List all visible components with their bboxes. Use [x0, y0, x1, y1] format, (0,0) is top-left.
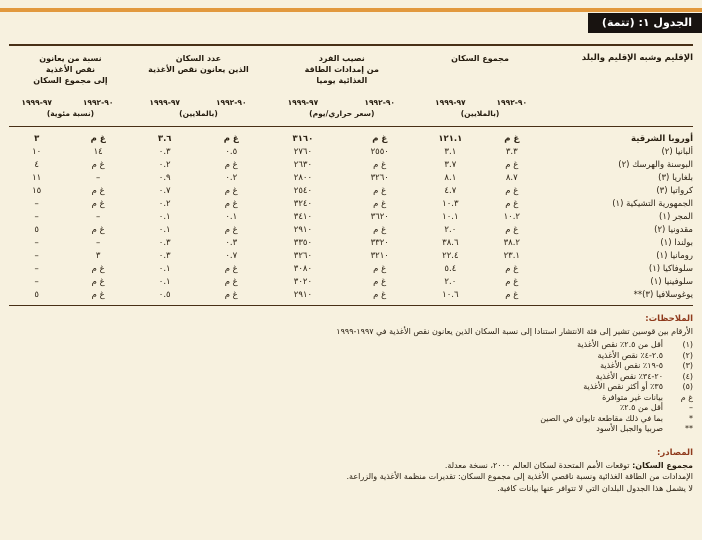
unit-header-millions: (بالملايين): [419, 109, 542, 127]
note-marker: (٥): [682, 382, 693, 391]
country-name: سلوفينيا (١): [650, 277, 693, 287]
cell-value: ٣٢٦٠: [293, 251, 313, 261]
cell-value: ٠.٩: [158, 173, 171, 183]
cell-value: غ م: [223, 134, 239, 144]
note-text: ٢.٥-٤٪ نقص الأغذية: [597, 350, 663, 360]
source-line: [9, 471, 693, 483]
cell-value: غ م: [224, 225, 238, 235]
year-header: ٩٧-١٩٩٩: [435, 98, 466, 107]
note-item: [9, 382, 693, 393]
country-name: يوغوسلافيا (٣)**: [633, 290, 693, 300]
year-header: ٩٠-١٩٩٢: [82, 98, 114, 107]
cell-value: ٣: [95, 251, 101, 261]
cell-value: ٠.٧: [158, 186, 171, 196]
note-marker: **: [685, 424, 693, 433]
note-item: [9, 424, 693, 435]
cell-value: غ م: [373, 264, 387, 274]
cell-value: ٢.٠: [444, 277, 457, 287]
group-header-row: [9, 45, 693, 95]
cell-value: غ م: [373, 225, 387, 235]
cell-value: ٢٧٦٠: [293, 147, 313, 157]
cell-value: ٠.١: [158, 225, 171, 235]
cell-value: غ م: [373, 199, 387, 209]
country-name: بولندا (١): [660, 238, 693, 248]
cell-value: ٠.٧: [225, 251, 238, 261]
cell-value: ١٢١.١: [438, 134, 463, 144]
cell-value: ٣: [34, 134, 40, 144]
cell-value: غ م: [505, 160, 519, 170]
cell-value: ٤.٧: [444, 186, 457, 196]
source-text: توقعات الأمم المتحدة لسكان العالم ٢٠٠٠، نسخة معدلة.: [444, 460, 633, 470]
note-text: أقل من ٢.٥٪: [619, 403, 663, 412]
cell-value: –: [96, 212, 101, 222]
cell-value: غ م: [372, 134, 388, 144]
cell-value: ٠.١: [158, 277, 171, 287]
table-row: [9, 185, 693, 198]
cell-value: ٤: [34, 160, 39, 170]
cell-value: ٣.٧: [444, 160, 457, 170]
cell-value: –: [34, 264, 39, 274]
note-marker: غ م: [680, 392, 693, 402]
notes-title: الملاحظات:: [645, 314, 693, 324]
table-row: [9, 211, 693, 224]
cell-value: ١٠.٣: [442, 199, 459, 209]
cell-value: –: [34, 277, 39, 287]
year-header: ٩٧-١٩٩٩: [149, 98, 180, 107]
cell-value: –: [96, 238, 101, 248]
note-item: [9, 340, 693, 351]
cell-value: ٠.٣: [158, 238, 171, 248]
year-header: ٩٧-١٩٩٩: [21, 98, 52, 107]
table-row: [9, 276, 693, 289]
note-item: [9, 372, 693, 383]
cell-value: غ م: [224, 199, 238, 209]
cell-value: ٣٨.٢: [503, 238, 520, 248]
note-marker: (٤): [682, 371, 693, 381]
cell-value: ٥: [34, 290, 39, 300]
cell-value: ١٠: [32, 147, 42, 157]
notes-intro: الأرقام بين قوسين تشير إلى فئة الانتشار استنادا إلى نسبة السكان الذين يعانون نقص الأغذية في ١٩٩٧-١٩٩٩: [336, 327, 693, 336]
notes-list: [9, 340, 693, 435]
cell-value: ٢٢.٤: [442, 251, 459, 261]
unit-header-kcal-per-day: (سعر حراري/يوم): [265, 109, 419, 127]
column-header-country: الإقليم وشبه الإقليم والبلد: [541, 45, 693, 127]
cell-value: ٠.١: [158, 212, 171, 222]
cell-value: ٣.١: [444, 147, 457, 157]
country-name: كرواتيا (٣): [656, 186, 693, 196]
country-name: بلغاريا (٣): [658, 173, 693, 183]
country-name: مقدونيا (٢): [654, 225, 693, 235]
cell-value: غ م: [91, 290, 105, 300]
cell-value: ١٠.٢: [503, 212, 520, 222]
cell-value: غ م: [91, 264, 105, 274]
cell-value: ٢٥٤٠: [293, 186, 313, 196]
note-marker: (٢): [682, 350, 693, 360]
unit-header-millions: (بالملايين): [132, 109, 265, 127]
note-text: بيانات غير متوافرة: [602, 392, 663, 402]
cell-value: غ م: [91, 277, 105, 287]
cell-value: غ م: [91, 160, 105, 170]
source-line: [9, 483, 693, 495]
country-name: ألبانيا (٢): [661, 147, 693, 157]
country-name: المجر (١): [659, 212, 693, 222]
source-line: [9, 460, 693, 472]
table-row: [9, 146, 693, 159]
cell-value: ٠.١: [225, 212, 238, 222]
cell-value: ٥.٤: [444, 264, 457, 274]
cell-value: ٨.١: [444, 173, 457, 183]
cell-value: غ م: [91, 225, 105, 235]
cell-value: –: [96, 173, 101, 183]
notes-section: [9, 314, 693, 435]
cell-value: –: [34, 199, 39, 209]
data-table: [9, 44, 693, 306]
cell-value: غ م: [373, 290, 387, 300]
cell-value: ٣٣٥٠: [293, 238, 313, 248]
cell-value: غ م: [505, 199, 519, 209]
country-name: الجمهورية التشيكية (١): [612, 199, 693, 209]
note-item: [9, 414, 693, 425]
table-row: [9, 250, 693, 263]
table-row: [9, 198, 693, 211]
year-header: ٩٠-١٩٩٢: [215, 98, 247, 107]
note-marker: (١): [682, 340, 693, 349]
table-row: [9, 263, 693, 276]
column-header-total-population: مجموع السكان: [451, 54, 509, 63]
cell-value: ٢٥٥٠: [370, 147, 389, 157]
cell-value: غ م: [505, 186, 519, 196]
country-name: أوروبا الشرقية: [631, 134, 693, 144]
page-content: [9, 44, 693, 494]
unit-header-percentage: (نسبة مئوية): [9, 109, 132, 127]
cell-value: غ م: [91, 199, 105, 209]
cell-value: ٣.٣: [505, 147, 518, 157]
cell-value: غ م: [224, 186, 238, 196]
cell-value: غ م: [224, 264, 238, 274]
table-body: [9, 127, 693, 306]
cell-value: ٠.٥: [158, 290, 171, 300]
table-row: [9, 159, 693, 172]
cell-value: ٠.٣: [225, 238, 238, 248]
note-item: [9, 403, 693, 414]
cell-value: ٣٢٤٠: [293, 199, 313, 209]
cell-value: ١٤: [93, 147, 103, 157]
region-row: [9, 127, 693, 147]
year-header: ٩٧-١٩٩٩: [287, 98, 319, 107]
note-text: ٥-١٩٪ نقص الأغذية: [600, 361, 663, 370]
cell-value: ٢.٠: [444, 225, 457, 235]
note-item: [9, 361, 693, 372]
note-text: ٢٠-٣٤٪ نقص الأغذية: [595, 371, 663, 381]
note-item: [9, 393, 693, 404]
source-text: لا يشمل هذا الجدول البلدان التي لا تتوافر عنها بيانات كافية.: [497, 483, 693, 493]
sources-list: [9, 460, 693, 495]
note-marker: *: [689, 413, 693, 423]
cell-value: ٠.٢: [158, 160, 171, 170]
cell-value: ٣٦٢٠: [370, 212, 389, 222]
cell-value: ٢٩١٠: [293, 290, 313, 300]
cell-value: غ م: [373, 186, 387, 196]
cell-value: ١٠.١: [442, 212, 459, 222]
cell-value: غ م: [505, 290, 519, 300]
cell-value: ٣٤١٠: [293, 212, 313, 222]
cell-value: غ م: [224, 277, 238, 287]
cell-value: ١١: [32, 173, 42, 183]
cell-value: ٠.٥: [225, 147, 238, 157]
cell-value: ٢٩١٠: [293, 225, 313, 235]
cell-value: غ م: [504, 134, 520, 144]
note-text: ٣٥٪ أو أكثر نقص الأغذية: [583, 382, 663, 391]
source-text: الإمدادات من الطاقة الغذائية ونسبة ناقصي الأغذية إلى مجموع السكان: تقديرات منظمة الأغذية والزراعة.: [346, 472, 693, 481]
cell-value: ٣٠٨٠: [293, 264, 313, 274]
cell-value: غ م: [91, 186, 105, 196]
cell-value: ٢٨٠٠: [293, 173, 313, 183]
cell-value: ٠.٣: [158, 147, 171, 157]
note-marker: (٣): [682, 361, 693, 370]
country-name: سلوفاكيا (١): [648, 264, 693, 274]
cell-value: ٨.٧: [505, 173, 518, 183]
column-header-number-undernourished: عدد السكان الذين يعانون نقص الأغذية: [148, 54, 249, 74]
cell-value: غ م: [90, 134, 106, 144]
note-text: صربيا والجبل الأسود: [596, 424, 663, 433]
source-label: مجموع السكان:: [632, 460, 693, 470]
country-name: رومانيا (١): [656, 251, 693, 261]
cell-value: ٢٦٣٠: [293, 160, 313, 170]
sources-title: المصادر:: [656, 447, 693, 458]
cell-value: ٥: [34, 225, 39, 235]
cell-value: ٠.١: [158, 264, 171, 274]
cell-value: ٣١٦٠: [292, 134, 314, 144]
cell-value: ٣٢٦٠: [370, 173, 389, 183]
column-header-dietary-energy-supply: نصيب الفرد من إمدادات الطاقة الغذائية يوميا: [304, 54, 379, 85]
cell-value: ٣٨.٦: [442, 238, 459, 248]
cell-value: غ م: [224, 290, 238, 300]
table-row: [9, 224, 693, 237]
cell-value: ٣٣٢٠: [370, 238, 389, 248]
cell-value: ٣٢١٠: [370, 251, 389, 261]
cell-value: ٠.٢: [158, 199, 171, 209]
cell-value: –: [34, 251, 39, 261]
cell-value: غ م: [505, 225, 519, 235]
year-header: ٩٠-١٩٩٢: [496, 98, 528, 107]
column-header-proportion-undernourished: نسبة من يعانون نقص الأغذية إلى مجموع السكان: [33, 54, 108, 85]
note-item: [9, 351, 693, 362]
top-accent-stripe: [0, 8, 702, 12]
table-row: [9, 237, 693, 250]
cell-value: ٠.٣: [158, 251, 171, 261]
cell-value: غ م: [373, 160, 387, 170]
note-marker: –: [689, 403, 693, 412]
table-title: الجدول ١: (تتمة): [588, 13, 702, 33]
cell-value: ٣.٦: [157, 134, 172, 144]
cell-value: ٣٠٢٠: [293, 277, 313, 287]
cell-value: ١٥: [32, 186, 42, 196]
table-row: [9, 172, 693, 185]
note-text: أقل من ٢.٥٪ نقص الأغذية: [577, 340, 663, 349]
note-text: بما في ذلك مقاطعة تايوان في الصين: [540, 413, 663, 423]
year-header: ٩٠-١٩٩٢: [364, 98, 395, 107]
cell-value: –: [34, 212, 39, 222]
cell-value: –: [34, 238, 39, 248]
cell-value: ٢٣.١: [503, 251, 520, 261]
cell-value: ٠.٢: [225, 173, 238, 183]
cell-value: غ م: [505, 277, 519, 287]
table-header: [9, 45, 693, 127]
country-name: البوسنة والهرسك (٢): [618, 160, 693, 170]
cell-value: غ م: [505, 264, 519, 274]
table-row: [9, 289, 693, 306]
cell-value: غ م: [224, 160, 238, 170]
sources-section: [9, 448, 693, 495]
cell-value: ١٠.٦: [442, 290, 459, 300]
cell-value: غ م: [373, 277, 387, 287]
